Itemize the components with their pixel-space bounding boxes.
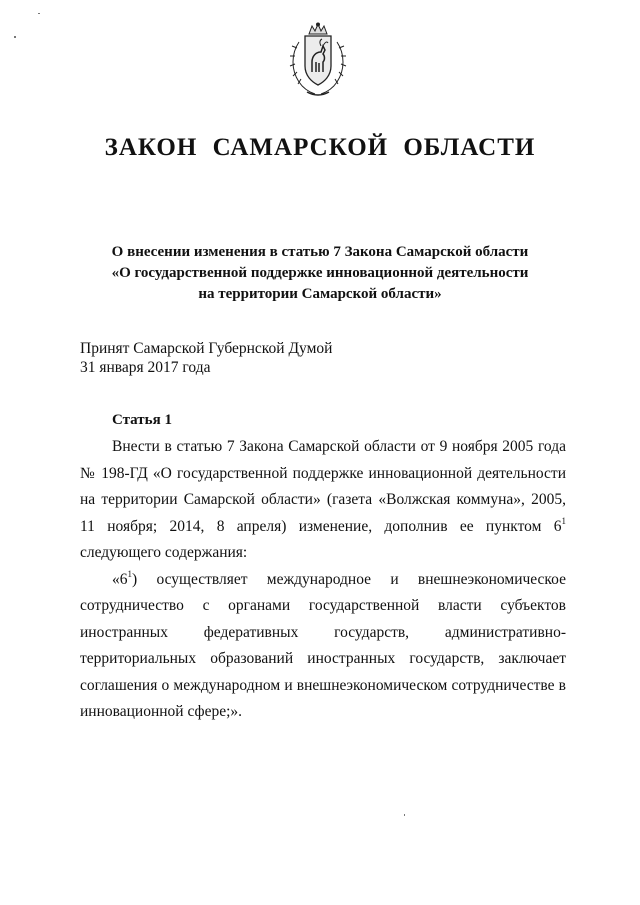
superscript: 1	[561, 515, 566, 526]
article-body	[80, 434, 566, 726]
paragraph-text: следующего содержания:	[80, 544, 248, 561]
subtitle-line: «О государственной поддержке инновационной деятельности	[111, 265, 529, 281]
adoption-info	[80, 339, 380, 377]
superscript: 1	[127, 568, 132, 579]
page-title: ЗАКОН САМАРСКОЙ ОБЛАСТИ	[104, 134, 536, 161]
scan-speck	[14, 36, 16, 38]
scan-speck	[404, 814, 405, 816]
paragraph-text: «6	[112, 570, 128, 588]
subtitle-line: на территории Самарской области»	[198, 286, 442, 302]
law-subtitle	[0, 242, 640, 305]
adoption-body: Принят Самарской Губернской Думой	[80, 340, 333, 357]
paragraph-text: ) осуществляет международное и внешнеэкономическое сотрудничество с органами государственной власти субъектов иностранных федеративных государств, административно-территориальных образований иностранных государств, заключает соглашения о международном и внешнеэкономическом сотрудничестве в инновационной сфере;».	[80, 570, 566, 720]
coat-of-arms-icon	[285, 22, 351, 98]
article-heading: Статья 1	[112, 412, 172, 428]
scan-speck	[38, 13, 40, 14]
amendment-paragraph	[80, 567, 566, 726]
subtitle-line: О внесении изменения в статью 7 Закона Самарской области	[111, 244, 529, 260]
article-paragraph	[80, 434, 566, 567]
adoption-date: 31 января 2017 года	[80, 359, 211, 376]
paragraph-text: Внести в статью 7 Закона Самарской области от 9 ноября 2005 года № 198-ГД «О государственной поддержке инновационной деятельности на территории Самарской области» (газета «Волжская коммуна», 2005, 11 ноября; 2014, 8 апреля) изменение, дополнив ее пунктом 6	[80, 438, 566, 535]
